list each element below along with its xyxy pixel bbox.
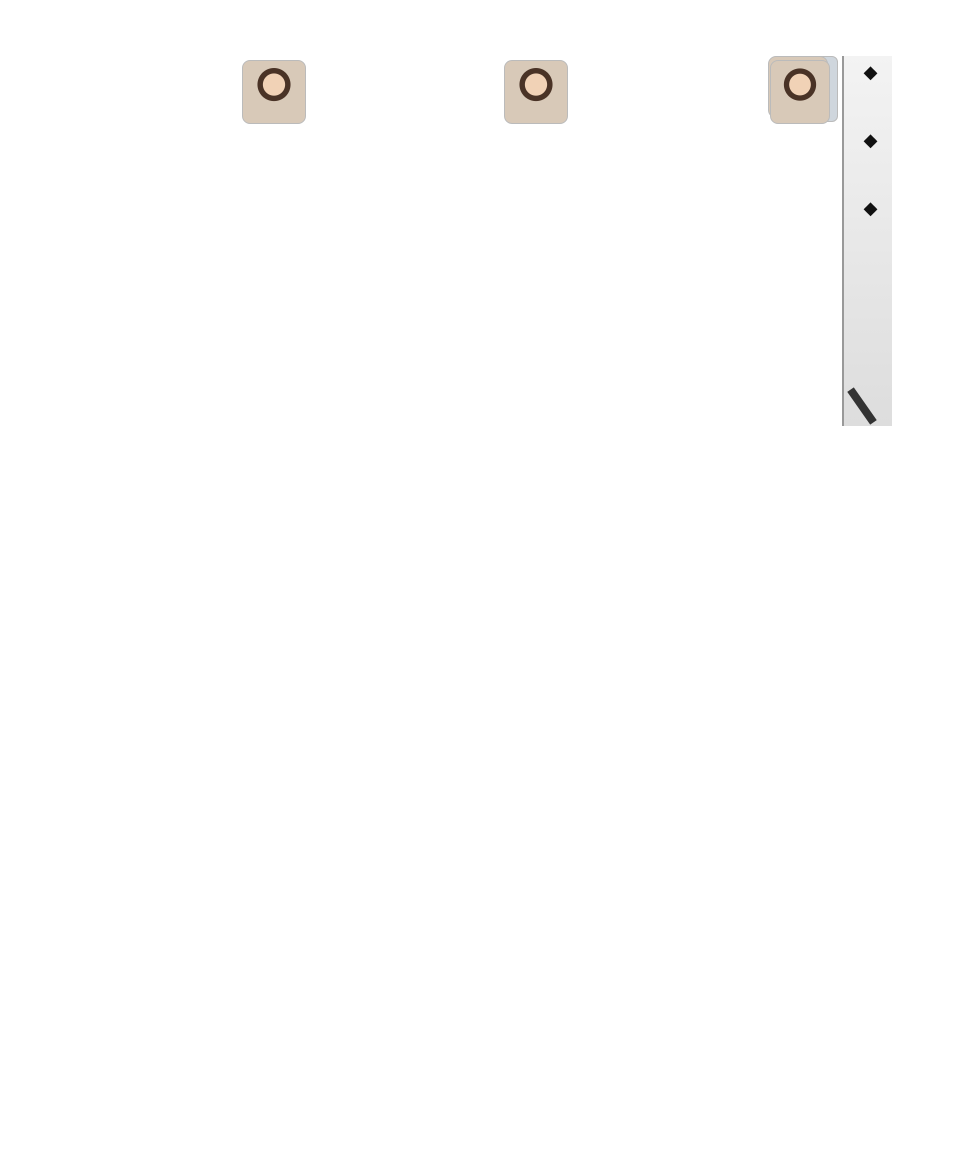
avatar: [770, 60, 830, 124]
editorial-entry: [42, 60, 238, 236]
avatar: [242, 60, 306, 124]
pen-icon: [847, 387, 876, 424]
editorial-title: ◆ ◆ ◆: [842, 56, 892, 426]
avatar: [504, 60, 568, 124]
editorial-entry: [582, 60, 768, 236]
editorial-entry: [312, 60, 502, 236]
editorial-top-row: [42, 46, 832, 236]
